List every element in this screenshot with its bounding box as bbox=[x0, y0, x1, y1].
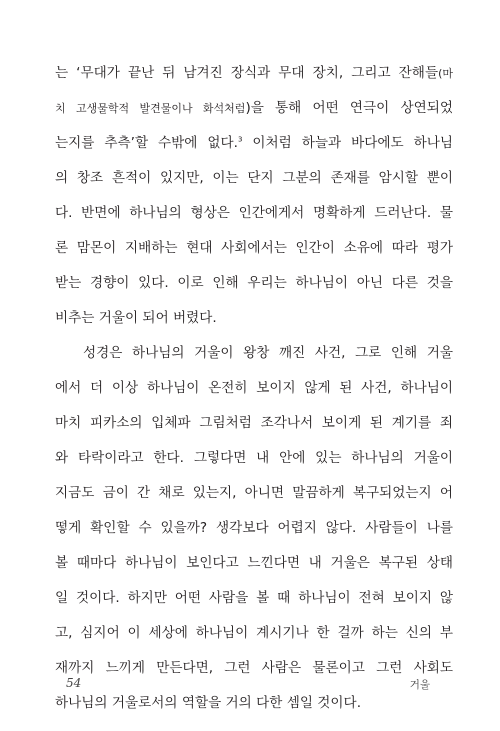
text-line: 일 것이다. 하지만 어떤 사람을 볼 때 하나님이 전혀 보이지 않 bbox=[55, 590, 453, 606]
text-line: 떻게 확인할 수 있을까? 생각보다 어렵지 않다. 사람들이 나를 bbox=[55, 520, 453, 536]
parenthetical-text: (마 bbox=[438, 67, 453, 80]
text-line: 고, 심지어 이 세상에 하나님이 계시기나 한 걸까 하는 신의 부 bbox=[55, 625, 453, 641]
text-line: 마치 피카소의 입체파 그림처럼 조각나서 보이게 된 계기를 죄 bbox=[55, 415, 453, 431]
text-line bbox=[55, 91, 453, 126]
page-number: 54 bbox=[66, 676, 82, 690]
running-title: 거울 bbox=[409, 679, 430, 691]
text-line: 에서 더 이상 하나님이 온전히 보이지 않게 된 사건, 하나님이 bbox=[55, 380, 453, 396]
text-line: 와 타락이라고 한다. 그렇다면 내 안에 있는 하나님의 거울이 bbox=[55, 450, 453, 466]
text-line: 성경은 하나님의 거울이 왕창 깨진 사건, 그로 인해 거울 bbox=[83, 345, 453, 361]
text-line: 받는 경향이 있다. 이로 인해 우리는 하나님이 아닌 다른 것을 bbox=[55, 275, 453, 291]
text-line: 론 맘몬이 지배하는 현대 사회에서는 인간이 소유에 따라 평가 bbox=[55, 240, 453, 256]
text-line: 비추는 거울이 되어 버렸다. bbox=[55, 310, 217, 326]
paragraph-2 bbox=[55, 336, 453, 721]
text-line: 하나님의 거울로서의 역할을 거의 다한 셈일 것이다. bbox=[55, 695, 362, 711]
text-line: 지금도 금이 간 채로 있는지, 아니면 말끔하게 복구되었는지 어 bbox=[55, 485, 453, 501]
text-line bbox=[55, 126, 453, 161]
footnote-marker[interactable]: 3 bbox=[237, 135, 243, 144]
text-line: 다. 반면에 하나님의 형상은 인간에게서 명확하게 드러난다. 물 bbox=[55, 205, 453, 221]
text-line: 볼 때마다 하나님이 보인다고 느낀다면 내 거울은 복구된 상태 bbox=[55, 555, 453, 571]
text-line: 의 창조 흔적이 있지만, 이는 단지 그분의 존재를 암시할 뿐이 bbox=[55, 170, 453, 186]
text-line: 재까지 느끼게 만든다면, 그런 사람은 물론이고 그런 사회도 bbox=[55, 660, 453, 676]
text-span: 이처럼 하늘과 바다에도 하나님 bbox=[242, 135, 453, 151]
paragraph-1 bbox=[55, 56, 453, 336]
parenthetical-text: 치 고생물학적 발견물이나 화석처럼 bbox=[55, 102, 246, 115]
text-line bbox=[55, 56, 453, 91]
text-span: )을 통해 어떤 연극이 상연되었 bbox=[245, 100, 453, 116]
body-text bbox=[55, 56, 453, 721]
text-span: 는지를 추측’할 수밖에 없다. bbox=[55, 135, 238, 151]
text-span: 는 ‘무대가 끝난 뒤 남겨진 장식과 무대 장치, 그리고 잔해들 bbox=[55, 65, 439, 81]
